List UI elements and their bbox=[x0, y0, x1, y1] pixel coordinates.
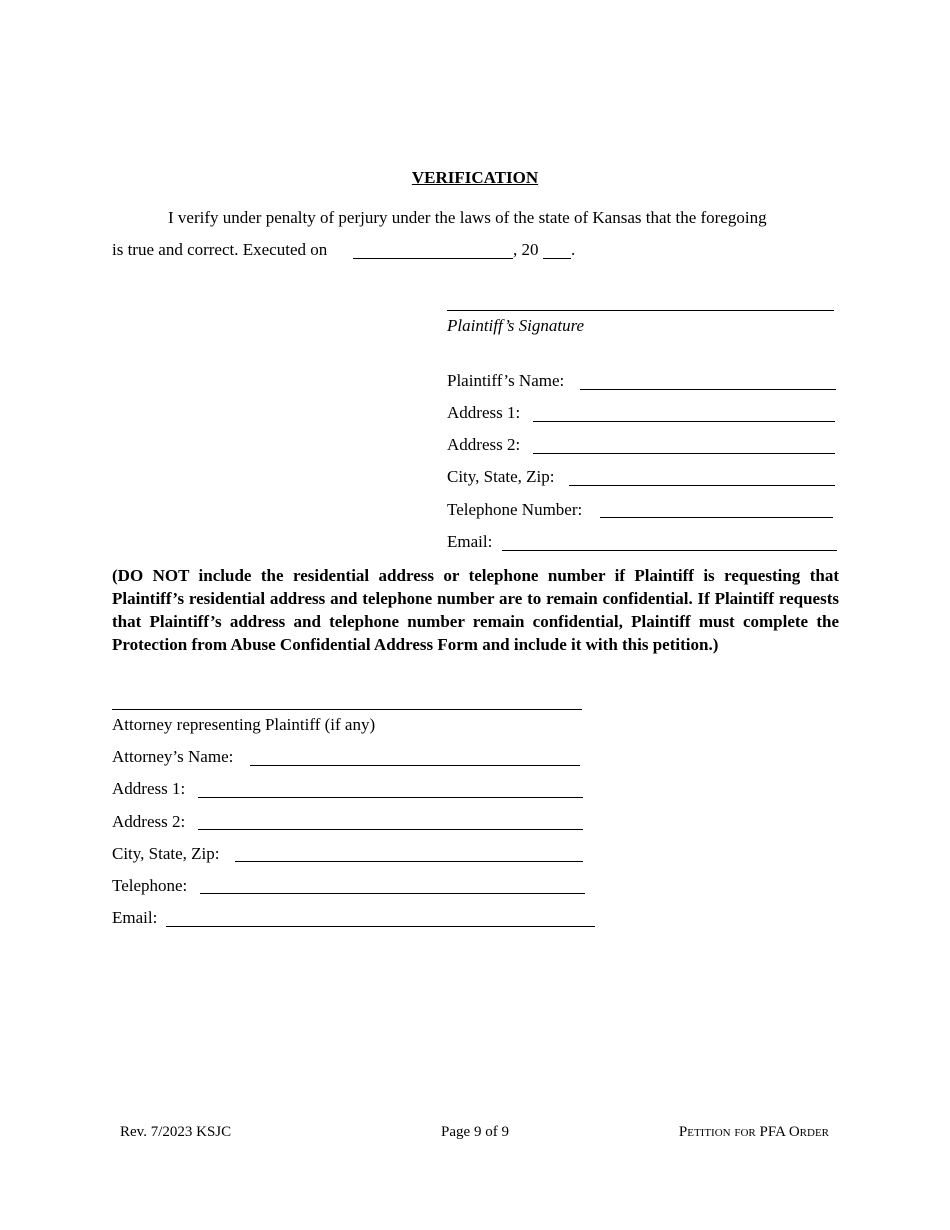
attorney-phone-field[interactable] bbox=[200, 893, 585, 894]
footer-form-name: Petition for PFA Order bbox=[678, 1124, 829, 1140]
plaintiff-signature-label: Plaintiff’s Signature bbox=[447, 316, 585, 335]
attorney-email-field[interactable] bbox=[166, 926, 595, 927]
attorney-address1-field[interactable] bbox=[198, 797, 583, 798]
plaintiff-phone-label: Telephone Number: bbox=[447, 500, 583, 519]
attorney-address2-label: Address 2: bbox=[112, 812, 186, 831]
attorney-email-label: Email: bbox=[112, 908, 158, 927]
attorney-name-field[interactable] bbox=[250, 765, 580, 766]
verification-line-1: I verify under penalty of perjury under the laws of the state of Kansas that the foregoing bbox=[168, 208, 767, 227]
executed-date-field[interactable] bbox=[353, 258, 513, 259]
footer-revision: Rev. 7/2023 KSJC bbox=[120, 1124, 232, 1140]
attorney-name-label: Attorney’s Name: bbox=[112, 747, 234, 766]
executed-year-field[interactable] bbox=[543, 258, 571, 259]
attorney-address2-field[interactable] bbox=[198, 829, 583, 830]
plaintiff-city-field[interactable] bbox=[569, 485, 835, 486]
attorney-city-field[interactable] bbox=[235, 861, 583, 862]
verification-year-prefix: , 20 bbox=[513, 240, 539, 259]
attorney-representing-label: Attorney representing Plaintiff (if any) bbox=[112, 715, 376, 734]
plaintiff-address2-field[interactable] bbox=[533, 453, 835, 454]
plaintiff-address1-field[interactable] bbox=[533, 421, 835, 422]
plaintiff-email-field[interactable] bbox=[502, 550, 837, 551]
plaintiff-name-field[interactable] bbox=[580, 389, 836, 390]
plaintiff-city-label: City, State, Zip: bbox=[447, 467, 555, 486]
footer-page-number: Page 9 of 9 bbox=[441, 1124, 509, 1140]
plaintiff-address1-label: Address 1: bbox=[447, 403, 521, 422]
verification-period: . bbox=[571, 240, 576, 259]
plaintiff-email-label: Email: bbox=[447, 532, 493, 551]
page-title: VERIFICATION bbox=[411, 168, 539, 187]
plaintiff-address2-label: Address 2: bbox=[447, 435, 521, 454]
attorney-city-label: City, State, Zip: bbox=[112, 844, 220, 863]
verification-line-2-prefix: is true and correct. Executed on bbox=[112, 240, 328, 259]
plaintiff-name-label: Plaintiff’s Name: bbox=[447, 371, 565, 390]
confidentiality-notice: (DO NOT include the residential address or telephone number if Plaintiff is requesting that Plaintiff’s residential address and telephone number are to remain confidential. If Plaintiff requests that Plaintiff’s address and telephone number remain confidential, Plaintiff must complete the Protection from Abuse Confidential Address Form and include it with this petition.) bbox=[112, 566, 839, 654]
attorney-address1-label: Address 1: bbox=[112, 779, 186, 798]
attorney-phone-label: Telephone: bbox=[112, 876, 188, 895]
plaintiff-signature-line[interactable] bbox=[447, 310, 834, 311]
plaintiff-phone-field[interactable] bbox=[600, 517, 833, 518]
attorney-signature-line[interactable] bbox=[112, 709, 582, 710]
